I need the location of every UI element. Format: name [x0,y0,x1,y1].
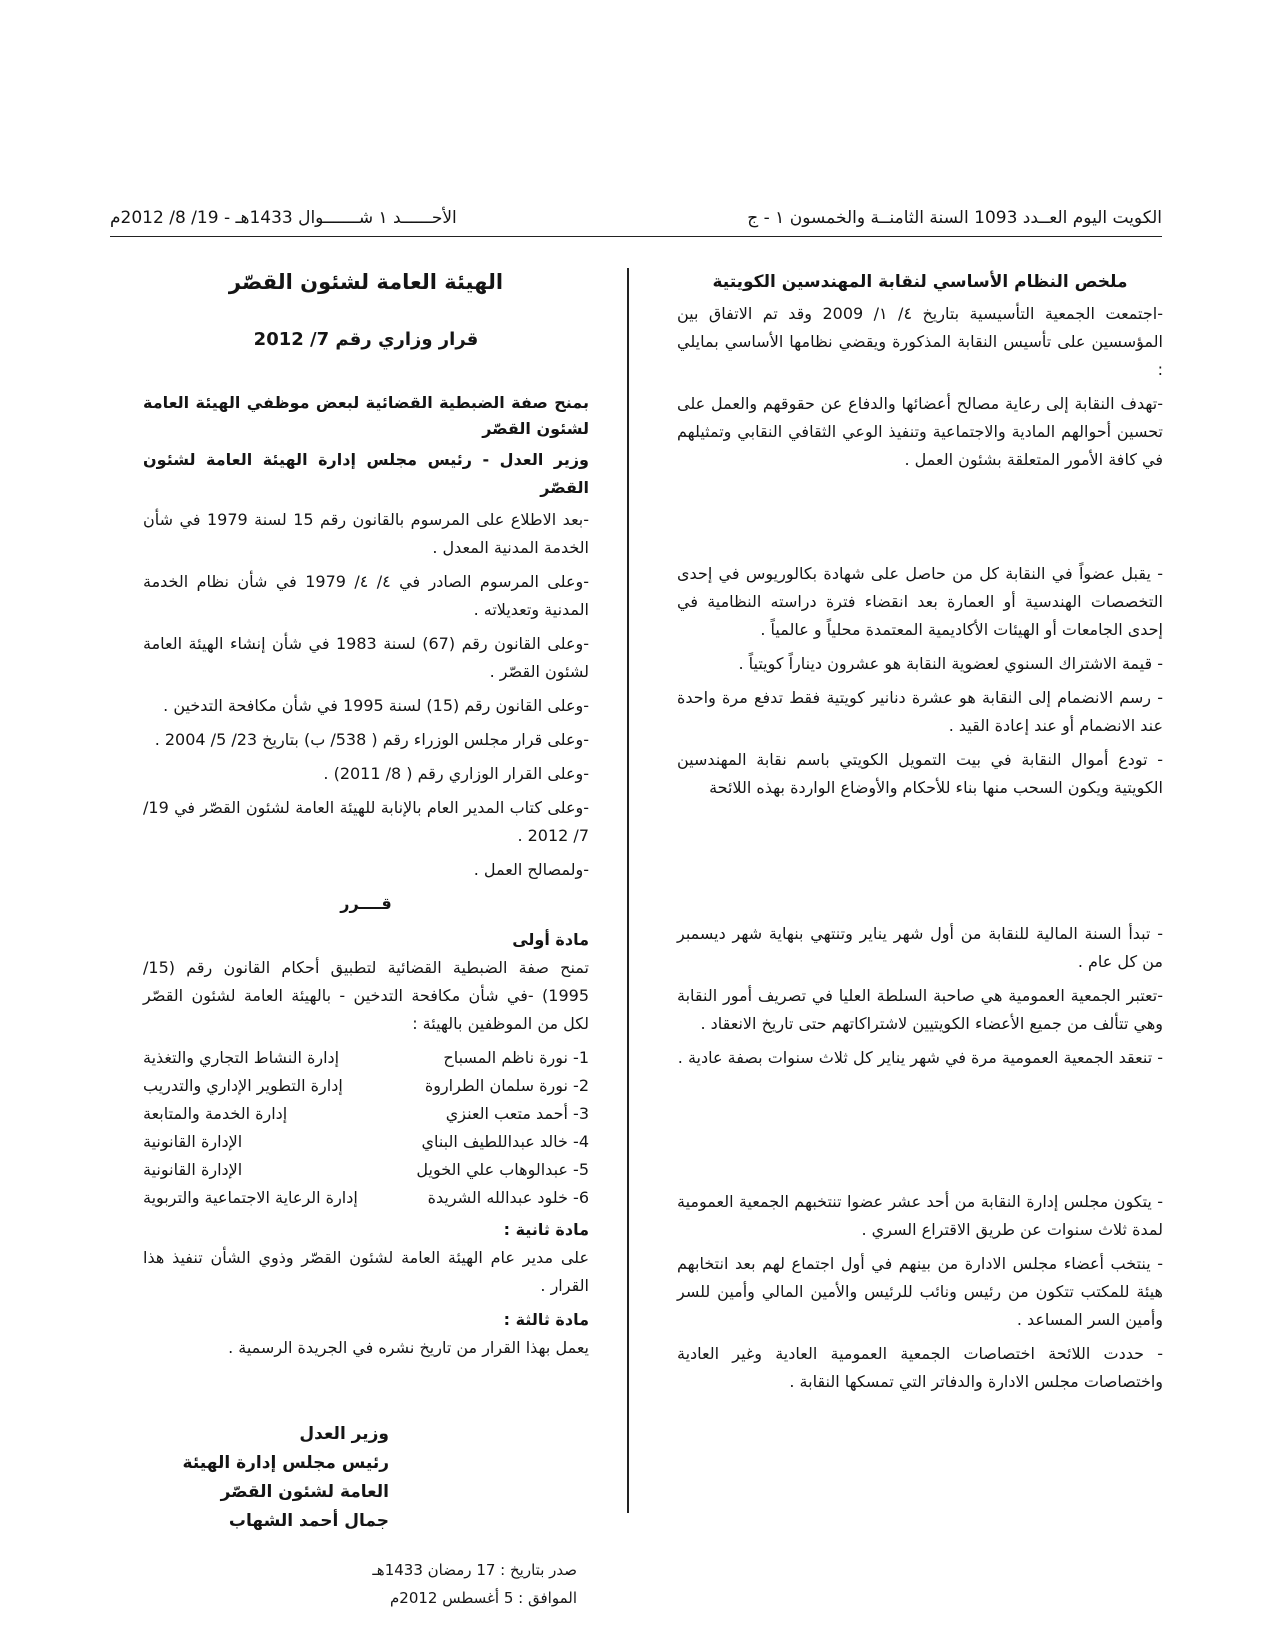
paragraph: -تعتبر الجمعية العمومية هي صاحبة السلطة العليا في تصريف أمور النقابة وهي تتألف من جميع الأعضاء الكويتيين لاشتراكاتهم حتى تاريخ الانعقاد . [677,986,1163,1033]
recital: -وعلى كتاب المدير العام بالإنابة للهيئة العامة لشئون القصّر في 19/ 7/ 2012 . [143,798,589,845]
employee-department: إدارة الخدمة والمتابعة [143,1104,288,1123]
engineers-union-column [677,268,1163,1402]
union-bylaws-title: ملخص النظام الأساسي لنقابة المهندسين الكويتية [712,272,1128,292]
list-item [143,1044,589,1072]
column-divider [627,268,629,1513]
recital: -وعلى القانون رقم (67) لسنة 1983 في شأن إنشاء الهيئة العامة لشئون القصّر . [143,634,589,681]
recital: -وعلى المرسوم الصادر في ٤/ ٤/ 1979 في شأن نظام الخدمة المدنية وتعديلاته . [143,572,589,619]
employee-list [143,1044,589,1212]
employee-name: 4- خالد عبداللطيف البناي [421,1132,589,1151]
employee-name: 5- عبدالوهاب علي الخويل [416,1160,589,1179]
employee-name: 6- خلود عبدالله الشريدة [427,1188,589,1207]
employee-department: إدارة الرعاية الاجتماعية والتربوية [143,1188,358,1207]
list-item [143,1072,589,1100]
employee-department: الإدارة القانونية [143,1132,243,1151]
header-publication: الكويت اليوم العــدد 1093 السنة الثامنــة والخمسون ١ - ج [747,208,1162,228]
decided-heading: قــــرر [340,894,392,913]
article-3-text: يعمل بهذا القرار من تاريخ نشره في الجريدة الرسمية . [228,1338,589,1357]
list-item [143,1184,589,1212]
recital: -وعلى قرار مجلس الوزراء رقم ( 538/ ب) بتاريخ 23/ 5/ 2004 . [154,730,589,749]
paragraph: - قيمة الاشتراك السنوي لعضوية النقابة هو عشرون ديناراً كويتياً . [738,654,1163,673]
signature-block [143,1420,589,1536]
minister-line: وزير العدل - رئيس مجلس إدارة الهيئة العامة لشئون القصّر [143,450,589,497]
article-1-text: تمنح صفة الضبطية القضائية لتطبيق أحكام القانون رقم (15/ 1995) -في شأن مكافحة التدخين - بالهيئة العامة لشئون القصّر لكل من الموظفين بالهيئة : [143,958,589,1033]
employee-name: 1- نورة ناظم المسباح [443,1048,589,1067]
signatory-name: جمال أحمد الشهاب [228,1511,389,1531]
list-item [143,1128,589,1156]
employee-department: إدارة النشاط التجاري والتغذية [143,1048,340,1067]
paragraph: - يقبل عضواً في النقابة كل من حاصل على شهادة بكالوريوس في إحدى التخصصات الهندسية أو العمارة بعد انقضاء فترة دراسته النظامية في إحدى الجامعات أو الهيئات الأكاديمية المعتمدة محلياً و عالمياً . [677,564,1163,639]
signatory-title: العامة لشئون القصّر [220,1482,389,1502]
ministerial-decree-column [143,268,589,1612]
article-2-text: على مدير عام الهيئة العامة لشئون القصّر وذوي الشأن تنفيذ هذا القرار . [143,1248,589,1295]
header-rule [110,236,1162,237]
recital: -وعلى القانون رقم (15) لسنة 1995 في شأن مكافحة التدخين . [163,696,589,715]
employee-name: 2- نورة سلمان الطراروة [424,1076,589,1095]
article-2-title: مادة ثانية : [503,1220,589,1239]
paragraph: - تنعقد الجمعية العمومية مرة في شهر يناير كل ثلاث سنوات بصفة عادية . [677,1048,1163,1067]
spacer [677,480,1163,560]
article-1-title: مادة أولى [512,930,589,949]
paragraph: - حددت اللائحة اختصاصات الجمعية العمومية العادية وغير العادية واختصاصات مجلس الادارة والدفاتر التي تمسكها النقابة . [677,1344,1163,1391]
recital: -وعلى القرار الوزاري رقم ( 8/ 2011) . [323,764,589,783]
list-item [143,1100,589,1128]
authority-title: الهيئة العامة لشئون القصّر [228,270,504,294]
paragraph: -اجتمعت الجمعية التأسيسية بتاريخ ٤/ ١/ 2009 وقد تم الاتفاق بين المؤسسين على تأسيس النقابة المذكورة ويقضي نظامها الأساسي بمايلي : [677,304,1163,379]
employee-name: 3- أحمد متعب العنزي [445,1104,589,1123]
page-header [110,208,1162,238]
paragraph: - تبدأ السنة المالية للنقابة من أول شهر يناير وتنتهي بنهاية شهر ديسمبر من كل عام . [677,924,1163,971]
paragraph: - رسم الانضمام إلى النقابة هو عشرة دنانير كويتية فقط تدفع مرة واحدة عند الانضمام أو عند إعادة القيد . [677,688,1163,735]
recital: -بعد الاطلاع على المرسوم بالقانون رقم 15 لسنة 1979 في شأن الخدمة المدنية المعدل . [143,510,590,557]
paragraph: -تهدف النقابة إلى رعاية مصالح أعضائها والدفاع عن حقوقهم والعمل على تحسين أحوالهم المادية والاجتماعية وتنفيذ الوعي الثقافي النقابي وتمثيلهم في كافة الأمور المتعلقة بشئون العمل . [677,394,1163,469]
article-3-title: مادة ثالثة : [503,1310,589,1329]
decree-subject: بمنح صفة الضبطية القضائية لبعض موظفي الهيئة العامة لشئون القصّر [143,393,589,438]
recital: -ولمصالح العمل . [473,860,589,879]
issue-date-hijri: صدر بتاريخ : 17 رمضان 1433هـ [372,1561,577,1579]
issue-date-gregorian: الموافق : 5 أغسطس 2012م [390,1589,577,1607]
spacer [677,808,1163,920]
paragraph: - يتكون مجلس إدارة النقابة من أحد عشر عضوا تنتخبهم الجمعية العمومية لمدة ثلاث سنوات عن طريق الاقتراع السري . [677,1192,1163,1239]
signatory-title: رئيس مجلس إدارة الهيئة [182,1453,389,1473]
issue-date-block [143,1556,589,1612]
employee-department: إدارة التطوير الإداري والتدريب [143,1076,343,1095]
signatory-title: وزير العدل [299,1424,389,1444]
list-item [143,1156,589,1184]
paragraph: - ينتخب أعضاء مجلس الادارة من بينهم في أول اجتماع لهم بعد انتخابهم هيئة للمكتب تتكون من رئيس ونائب للرئيس والأمين المالي وأمين للسر وأمين السر المساعد . [677,1254,1163,1329]
employee-department: الإدارة القانونية [143,1160,243,1179]
decree-number: قرار وزاري رقم 7/ 2012 [253,329,479,350]
paragraph: - تودع أموال النقابة في بيت التمويل الكويتي باسم نقابة المهندسين الكويتية ويكون السحب منها بناء للأحكام والأوضاع الواردة بهذه اللائحة [677,750,1163,797]
header-date: الأحــــــد ١ شـــــــوال 1433هـ - 19/ 8/ 2012م [110,208,457,228]
spacer [677,1078,1163,1188]
